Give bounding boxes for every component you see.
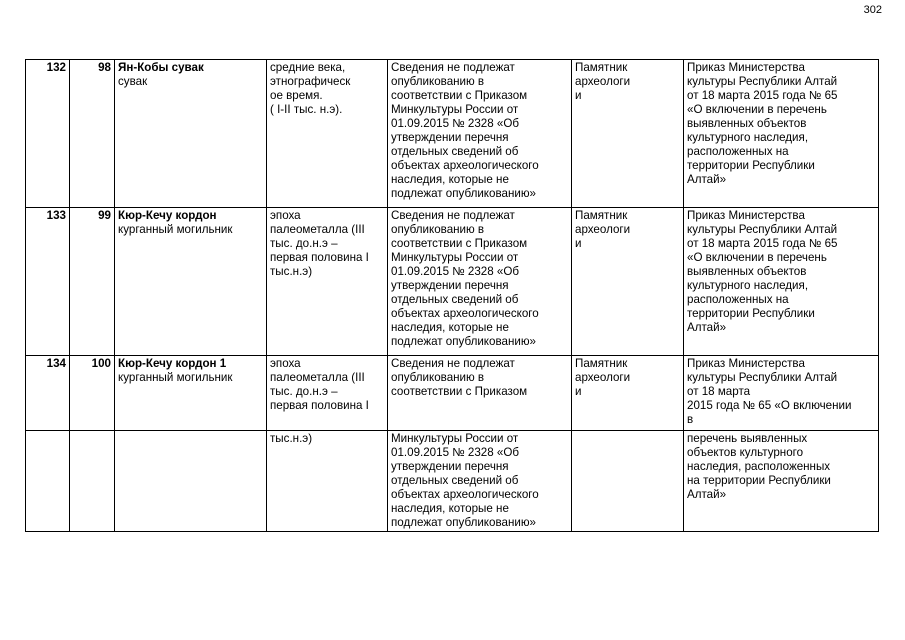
location-note-cell: Минкультуры России от 01.09.2015 № 2328 «Об утверждении перечня отдельных сведений об объектах археологического наследия, которые не подлежат опубликованию» (388, 431, 572, 532)
category-cell: Памятник археологи и (572, 208, 684, 356)
table-row (26, 208, 879, 356)
object-name: Кюр-Кечу кордон (118, 209, 217, 222)
registry-number: 98 (70, 60, 115, 208)
object-name-cell (115, 431, 267, 532)
dating-cell: эпоха палеометалла (III тыс. до.н.э – первая половина I тыс.н.э) (267, 208, 388, 356)
registry-number: 99 (70, 208, 115, 356)
page-number: 302 (863, 4, 882, 16)
legal-act-cell: Приказ Министерства культуры Республики Алтай от 18 марта 2015 года № 65 «О включении в перечень выявленных объектов культурного наследия, расположенных на территории Республики Алтай» (684, 208, 879, 356)
object-type: курганный могильник (118, 223, 233, 236)
table-row (26, 431, 879, 532)
object-name-cell (115, 60, 267, 208)
object-name: Ян-Кобы сувак (118, 61, 204, 74)
row-number (26, 431, 70, 532)
dating-cell: тыс.н.э) (267, 431, 388, 532)
dating-cell: средние века, этнографическ ое время. ( I-II тыс. н.э). (267, 60, 388, 208)
location-note-cell: Сведения не подлежат опубликованию в соответствии с Приказом (388, 356, 572, 431)
location-note-cell: Сведения не подлежат опубликованию в соответствии с Приказом Минкультуры России от 01.09.2015 № 2328 «Об утверждении перечня отдельных сведений об объектах археологического наследия, которые не подлежат опубликованию» (388, 60, 572, 208)
object-type: курганный могильник (118, 371, 233, 384)
heritage-registry-table (25, 59, 879, 532)
object-name-cell (115, 208, 267, 356)
category-cell (572, 431, 684, 532)
object-type: сувак (118, 75, 148, 88)
object-name: Кюр-Кечу кордон 1 (118, 357, 227, 370)
table-row (26, 60, 879, 208)
object-name-cell (115, 356, 267, 431)
registry-number (70, 431, 115, 532)
location-note-cell: Сведения не подлежат опубликованию в соответствии с Приказом Минкультуры России от 01.09.2015 № 2328 «Об утверждении перечня отдельных сведений об объектах археологического наследия, которые не подлежат опубликованию» (388, 208, 572, 356)
legal-act-cell: Приказ Министерства культуры Республики Алтай от 18 марта 2015 года № 65 «О включении в перечень выявленных объектов культурного наследия, расположенных на территории Республики Алтай» (684, 60, 879, 208)
table-row (26, 356, 879, 431)
row-number: 134 (26, 356, 70, 431)
row-number: 132 (26, 60, 70, 208)
dating-cell: эпоха палеометалла (III тыс. до.н.э – первая половина I (267, 356, 388, 431)
legal-act-cell: Приказ Министерства культуры Республики Алтай от 18 марта 2015 года № 65 «О включении в (684, 356, 879, 431)
legal-act-cell: перечень выявленных объектов культурного наследия, расположенных на территории Республики Алтай» (684, 431, 879, 532)
registry-number: 100 (70, 356, 115, 431)
row-number: 133 (26, 208, 70, 356)
category-cell: Памятник археологи и (572, 60, 684, 208)
category-cell: Памятник археологи и (572, 356, 684, 431)
